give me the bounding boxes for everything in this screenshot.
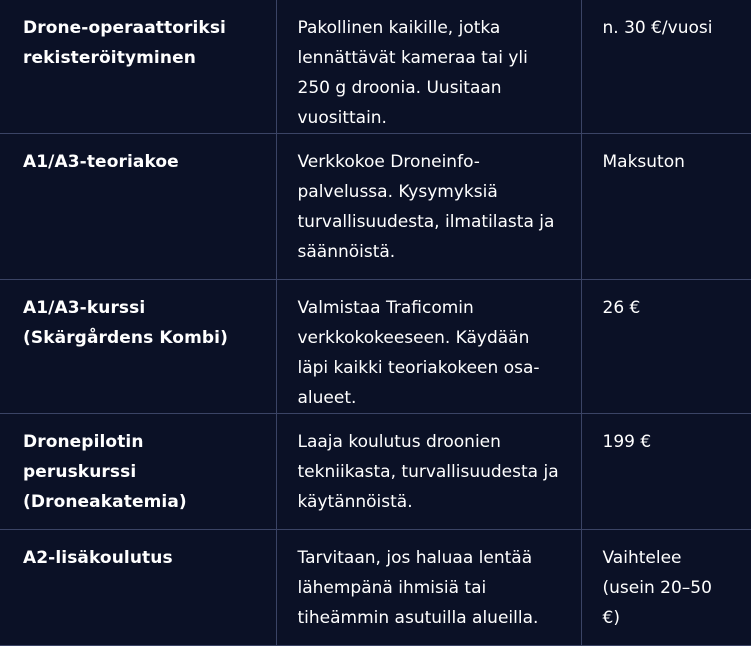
- table-row: [0, 414, 751, 530]
- row-description-cell: Verkkokoe Droneinfo-palvelussa. Kysymyksiä turvallisuudesta, ilmatilasta ja säännöistä.: [276, 134, 581, 280]
- row-name-cell: A1/A3-teoriakoe: [0, 134, 276, 280]
- row-price-cell: 26 €: [581, 280, 751, 414]
- table-row: [0, 530, 751, 646]
- row-price-cell: 199 €: [581, 414, 751, 530]
- row-description-cell: Pakollinen kaikille, jotka lennättävät kameraa tai yli 250 g droonia. Uusitaan vuosittain.: [276, 0, 581, 134]
- table-row: [0, 280, 751, 414]
- row-name-cell: A1/A3-kurssi (Skärgårdens Kombi): [0, 280, 276, 414]
- row-price-cell: Vaihtelee (usein 20–50 €): [581, 530, 751, 646]
- row-description-cell: Valmistaa Traficomin verkkokokeeseen. Käydään läpi kaikki teoriakokeen osa-alueet.: [276, 280, 581, 414]
- row-name-cell: A2-lisäkoulutus: [0, 530, 276, 646]
- row-description-cell: Laaja koulutus droonien tekniikasta, turvallisuudesta ja käytännöistä.: [276, 414, 581, 530]
- table-row: [0, 0, 751, 134]
- row-price-cell: n. 30 €/vuosi: [581, 0, 751, 134]
- row-name-cell: Drone-operaattoriksi rekisteröityminen: [0, 0, 276, 134]
- row-name-cell: Dronepilotin peruskurssi (Droneakatemia): [0, 414, 276, 530]
- row-description-cell: Tarvitaan, jos haluaa lentää lähempänä ihmisiä tai tiheämmin asutuilla alueilla.: [276, 530, 581, 646]
- table-row: [0, 134, 751, 280]
- row-price-cell: Maksuton: [581, 134, 751, 280]
